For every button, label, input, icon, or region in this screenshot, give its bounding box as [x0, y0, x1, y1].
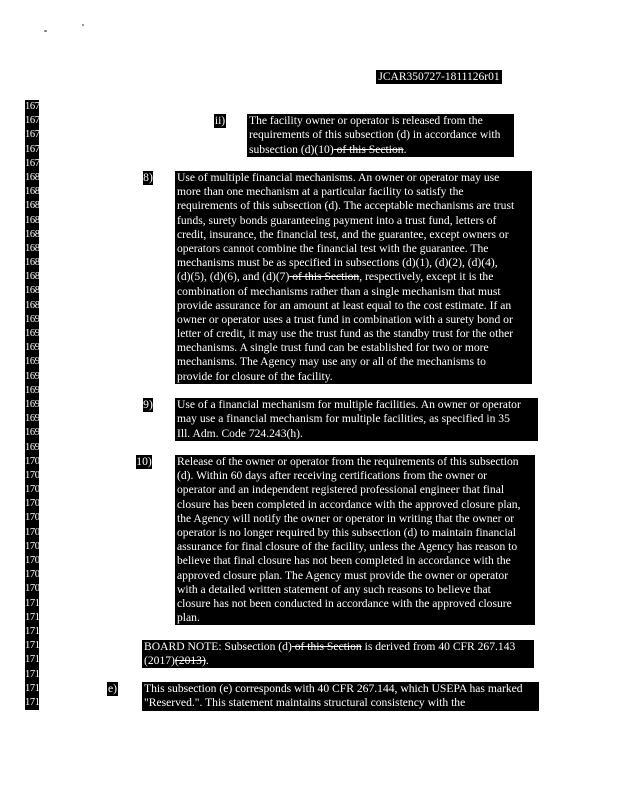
paragraph-9 — [175, 398, 538, 441]
paragraph-line: approved closure plan. The Agency must provide the owner or operator — [177, 568, 509, 582]
scan-specks — [42, 22, 92, 36]
paragraph-line: "Reserved.". This statement maintains structural consistency with the — [144, 696, 466, 710]
paragraph-line: plan. — [177, 611, 200, 625]
paragraph-line: provide for closure of the facility. — [177, 369, 333, 383]
paragraph-line: the Agency will notify the owner or operator in writing that the owner or — [177, 511, 515, 525]
paragraph-line: requirements of this subsection (d). The acceptable mechanisms are trust — [177, 199, 515, 213]
deleted-text: of this Section — [333, 142, 404, 156]
text-run: (d)(5), (d)(6), and (d)(7) — [177, 270, 290, 284]
paragraph-line: provide assurance for an amount at least equal to the cost estimate. If an — [177, 298, 512, 312]
paragraph-line: Use of a financial mechanism for multiple facilities. An owner or operator — [177, 398, 521, 412]
line-number: 1689 — [25, 299, 39, 313]
text-run: (2017) — [144, 653, 175, 667]
paragraph-ii — [247, 114, 514, 157]
line-number: 1681 — [25, 185, 39, 199]
paragraph-line: may use a financial mechanism for multiple facilities, as specified in 35 — [177, 412, 510, 426]
line-number: 1712 — [25, 625, 39, 639]
line-number: 1690 — [25, 313, 39, 327]
line-number: 1713 — [25, 639, 39, 653]
paragraph-line: requirements of this subsection (d) in accordance with — [249, 128, 501, 142]
line-number: 1682 — [25, 199, 39, 213]
line-number: 1696 — [25, 398, 39, 412]
line-number: 1710 — [25, 597, 39, 611]
paragraph-line: more than one mechanism at a particular facility to satisfy the — [177, 185, 464, 199]
paragraph-line: operators cannot combine the financial test with the guarantee. The — [177, 241, 489, 255]
line-number: 1688 — [25, 284, 39, 298]
line-number: 1709 — [25, 582, 39, 596]
paragraph-line: letter of credit, it may use the trust fund as the standby trust for the other — [177, 327, 514, 341]
line-number: 1684 — [25, 228, 39, 242]
line-number: 1715 — [25, 668, 39, 682]
line-number: 1679 — [25, 157, 39, 171]
line-number: 1707 — [25, 554, 39, 568]
line-number: 1695 — [25, 384, 39, 398]
paragraph-line — [177, 270, 530, 284]
paragraph-line: Release of the owner or operator from the requirements of this subsection — [177, 455, 519, 468]
line-number: 1706 — [25, 540, 39, 554]
line-number: 1703 — [25, 497, 39, 511]
document-id: JCAR350727-1811126r01 — [376, 70, 502, 84]
paragraph-line: (d). Within 60 days after receiving certifications from the owner or — [177, 469, 487, 483]
paragraph-e — [142, 682, 539, 710]
line-number: 1714 — [25, 653, 39, 667]
text-run: . — [205, 653, 209, 667]
line-number: 1676 — [25, 114, 39, 128]
line-number: 1691 — [25, 327, 39, 341]
paragraph-line: Ill. Adm. Code 724.243(h). — [177, 426, 303, 440]
paragraph-line: This subsection (e) corresponds with 40 CFR 267.144, which USEPA has marked — [144, 682, 523, 696]
line-number: 1677 — [25, 128, 39, 142]
line-number: 1675 — [25, 100, 39, 114]
text-run: subsection (d)(10) — [249, 142, 334, 156]
line-number: 1716 — [25, 682, 39, 696]
line-numbers — [25, 100, 45, 710]
line-number: 1702 — [25, 483, 39, 497]
line-number: 1685 — [25, 242, 39, 256]
paragraph-line: with a detailed written statement of any such reasons to believe that — [177, 582, 491, 596]
line-number: 1717 — [25, 696, 39, 710]
marker-ii: ii) — [214, 114, 226, 128]
marker-e: e) — [107, 682, 117, 696]
paragraph-10 — [175, 455, 535, 625]
paragraph-line: closure has been completed in accordance with the approved closure plan, — [177, 497, 521, 511]
paragraph-line: operator is no longer required by this subsection (d) to maintain financial — [177, 525, 517, 539]
marker-8: 8) — [143, 171, 153, 184]
line-number: 1678 — [25, 143, 39, 157]
paragraph-line: credit, insurance, the financial test, and the guarantee, except owners or — [177, 227, 509, 241]
paragraph-line: mechanisms. The Agency may use any or all of the mechanisms to — [177, 355, 486, 369]
line-number: 1692 — [25, 341, 39, 355]
line-number: 1694 — [25, 370, 39, 384]
line-number: 1704 — [25, 511, 39, 525]
line-number: 1687 — [25, 270, 39, 284]
line-number: 1697 — [25, 412, 39, 426]
board-note-line — [144, 640, 532, 654]
marker-9: 9) — [143, 398, 153, 412]
line-number: 1708 — [25, 568, 39, 582]
line-number: 1680 — [25, 171, 39, 185]
deleted-text: of this Section — [289, 270, 360, 284]
paragraph-line: believe that final closure has not been completed in accordance with the — [177, 554, 511, 568]
line-number: 1701 — [25, 469, 39, 483]
deleted-text: of this Section — [291, 639, 362, 653]
paragraph-line: closure has not been conducted in accordance with the approved closure — [177, 596, 512, 610]
text-run: . — [403, 142, 407, 156]
line-number: 1693 — [25, 355, 39, 369]
board-note — [142, 640, 534, 668]
text-run: , respectively, except it is the — [359, 270, 494, 284]
line-number: 1711 — [25, 611, 39, 625]
paragraph-line: The facility owner or operator is released from the — [249, 114, 483, 128]
paragraph-line: funds, surety bonds guaranteeing payment into a trust fund, letters of — [177, 213, 497, 227]
marker-10: 10) — [136, 455, 152, 468]
paragraph-line: Use of multiple financial mechanisms. An owner or operator may use — [177, 171, 500, 184]
paragraph-line: assurance for final closure of the facility, unless the Agency has reason to — [177, 540, 518, 554]
line-number: 1705 — [25, 526, 39, 540]
line-number: 1698 — [25, 426, 39, 440]
paragraph-8 — [175, 171, 532, 384]
line-number: 1683 — [25, 214, 39, 228]
paragraph-line — [249, 143, 512, 157]
text-run: BOARD NOTE: Subsection (d) — [144, 639, 292, 653]
paragraph-line: mechanisms. A single trust fund can be established for two or more — [177, 341, 489, 355]
line-number: 1699 — [25, 441, 39, 455]
paragraph-line: mechanisms must be as specified in subsections (d)(1), (d)(2), (d)(4), — [177, 256, 498, 270]
paragraph-line: owner or operator uses a trust fund in combination with a surety bond or — [177, 312, 513, 326]
board-note-line — [144, 654, 532, 668]
text-run: is derived from 40 CFR 267.143 — [361, 639, 516, 653]
line-number: 1700 — [25, 455, 39, 469]
paragraph-line: combination of mechanisms rather than a single mechanism that must — [177, 284, 501, 298]
deleted-text: (2013) — [174, 653, 206, 667]
line-number: 1686 — [25, 256, 39, 270]
paragraph-line: operator and an independent registered professional engineer that final — [177, 483, 505, 497]
